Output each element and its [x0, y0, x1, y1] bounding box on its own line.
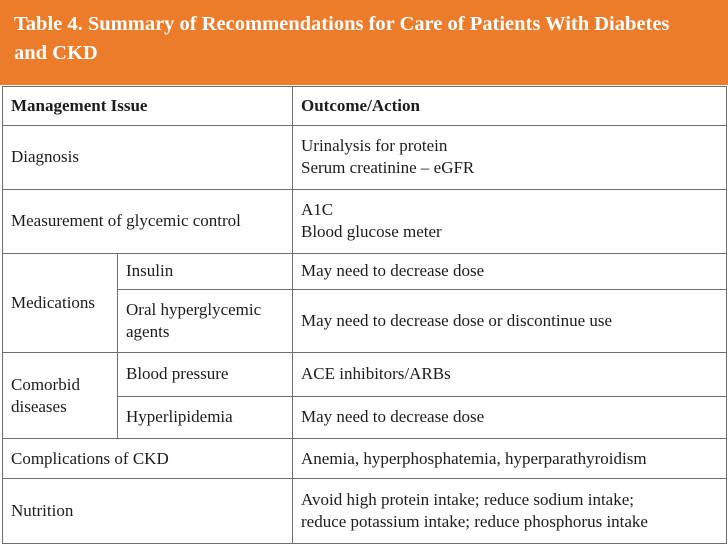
issue-nutrition: Nutrition [3, 478, 293, 543]
issue-line: Comorbid [11, 374, 80, 394]
outcome-line: Urinalysis for protein [301, 136, 448, 156]
table-row [3, 253, 727, 290]
table-row [3, 125, 727, 189]
outcome-line: reduce potassium intake; reduce phosphorus intake [301, 511, 648, 531]
outcome-glycemic-control [293, 189, 727, 253]
table-row [3, 478, 727, 543]
table-row [3, 353, 727, 397]
header-row [3, 87, 727, 126]
outcome-nutrition [293, 478, 727, 543]
issue-complications-ckd: Complications of CKD [3, 439, 293, 479]
issue-glycemic-control: Measurement of glycemic control [3, 189, 293, 253]
outcome-blood-pressure: ACE inhibitors/ARBs [293, 353, 727, 397]
outcome-line: Blood glucose meter [301, 222, 442, 242]
sub-line: agents [126, 322, 170, 342]
issue-diagnosis: Diagnosis [3, 125, 293, 189]
table-title [0, 0, 728, 85]
issue-line: diseases [11, 396, 67, 416]
outcome-line: Serum creatinine – eGFR [301, 158, 475, 178]
sub-insulin: Insulin [118, 253, 293, 290]
sub-hyperlipidemia: Hyperlipidemia [118, 396, 293, 439]
title-line-1: Table 4. Summary of Recommendations for Care of Patients With Diabetes [14, 13, 670, 35]
outcome-line: A1C [301, 200, 334, 220]
outcome-diagnosis [293, 125, 727, 189]
table-row [3, 189, 727, 253]
outcome-complications-ckd: Anemia, hyperphosphatemia, hyperparathyroidism [293, 439, 727, 479]
issue-comorbid-diseases [3, 353, 118, 439]
header-management-issue: Management Issue [3, 87, 293, 126]
outcome-oral-hyperglycemic: May need to decrease dose or discontinue use [293, 290, 727, 353]
header-outcome-action: Outcome/Action [293, 87, 727, 126]
sub-line: Oral hyperglycemic [126, 300, 262, 320]
sub-blood-pressure: Blood pressure [118, 353, 293, 397]
outcome-hyperlipidemia: May need to decrease dose [293, 396, 727, 439]
table-row [3, 439, 727, 479]
sub-oral-hyperglycemic [118, 290, 293, 353]
recommendations-table [2, 86, 727, 544]
outcome-line: Avoid high protein intake; reduce sodium intake; [301, 489, 634, 509]
title-line-2: and CKD [14, 42, 98, 64]
outcome-insulin: May need to decrease dose [293, 253, 727, 290]
issue-medications: Medications [3, 253, 118, 353]
